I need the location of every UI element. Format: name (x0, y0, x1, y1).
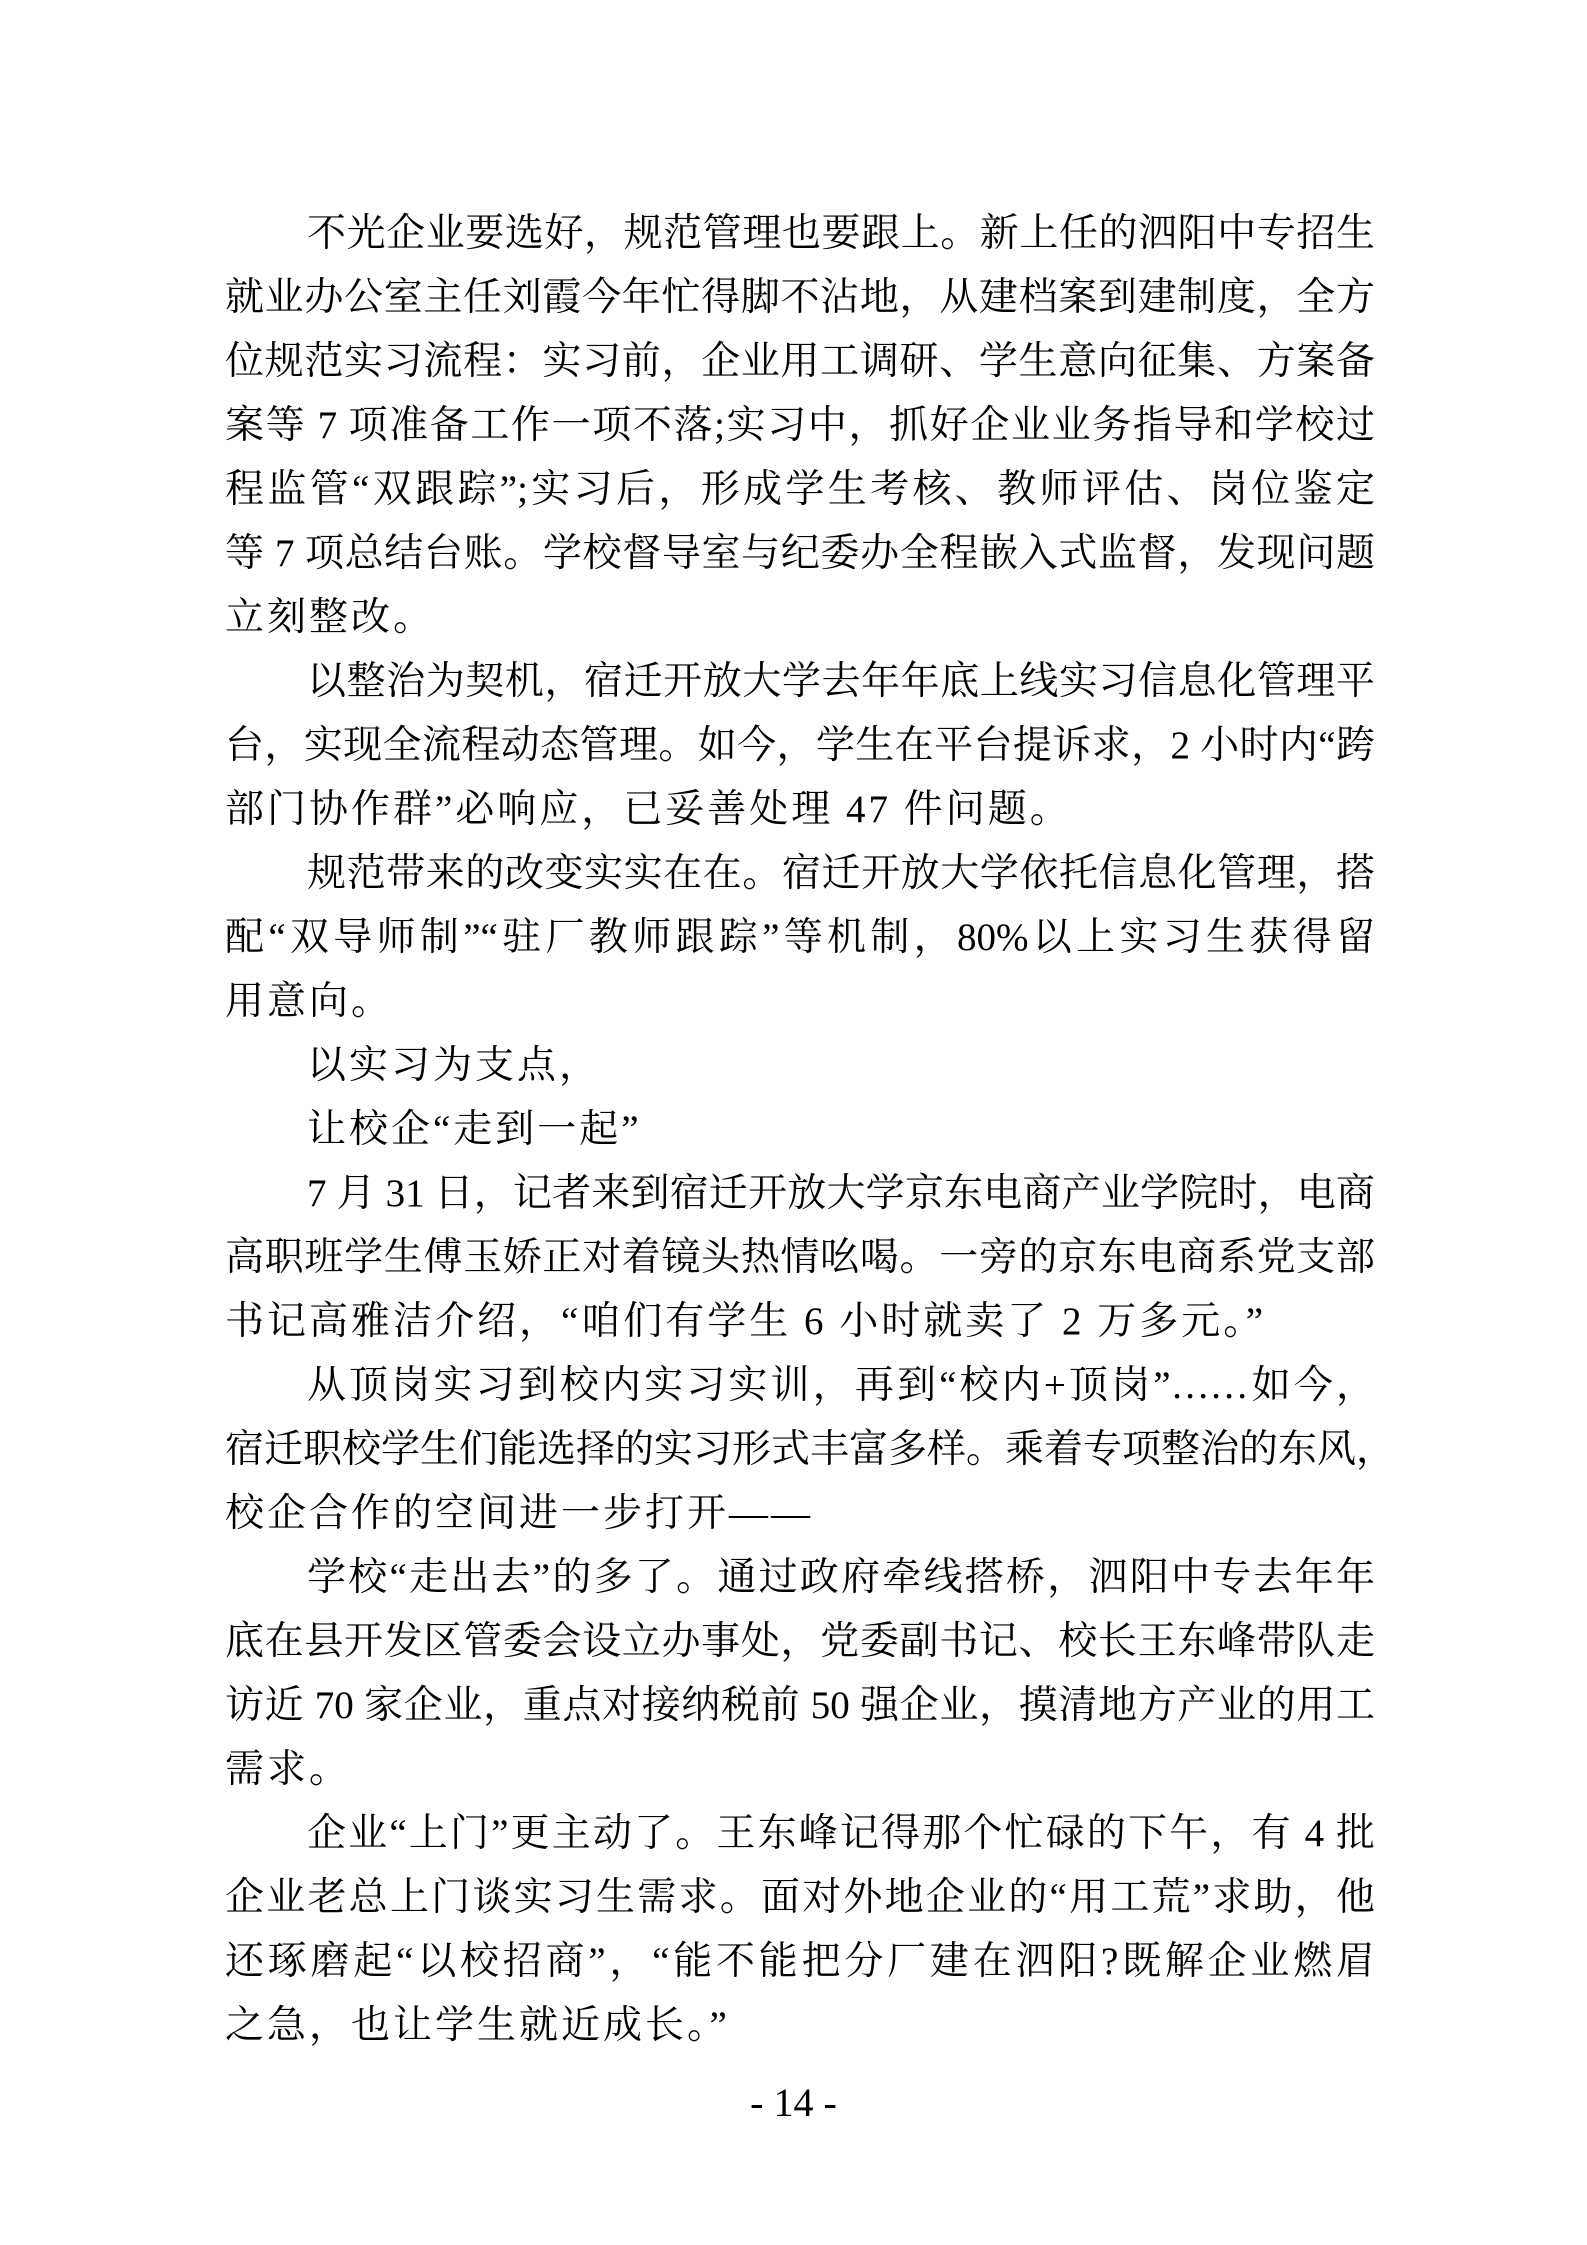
text-line: 程监管“双跟踪”;实习后，形成学生考核、教师评估、岗位鉴定 (225, 468, 1375, 511)
text-block (225, 202, 1396, 2058)
text-line: 之急，也让学生就近成长。” (225, 2004, 730, 2047)
text-line: 部门协作群”必响应，已妥善处理 47 件问题。 (225, 788, 1072, 831)
text-line: 配“双导师制”“驻厂教师跟踪”等机制，80%以上实习生获得留 (225, 916, 1375, 959)
text-line: 等 7 项总结台账。学校督导室与纪委办全程嵌入式监督，发现问题 (225, 532, 1375, 575)
text-line: 台，实现全流程动态管理。如今，学生在平台提诉求，2 小时内“跨 (225, 724, 1375, 767)
text-line: 高职班学生傅玉娇正对着镜头热情吆喝。一旁的京东电商系党支部 (225, 1236, 1375, 1279)
text-line: 位规范实习流程：实习前，企业用工调研、学生意向征集、方案备 (225, 340, 1375, 383)
text-line: 底在县开发区管委会设立办事处，党委副书记、校长王东峰带队走 (225, 1620, 1375, 1663)
text-line: 企业老总上门谈实习生需求。面对外地企业的“用工荒”求助，他 (225, 1876, 1375, 1919)
text-line: 从顶岗实习到校内实习实训，再到“校内+顶岗”……如今， (307, 1364, 1375, 1407)
text-line: 学校“走出去”的多了。通过政府牵线搭桥，泗阳中专去年年 (307, 1556, 1375, 1599)
text-line: 以整治为契机，宿迁开放大学去年年底上线实习信息化管理平 (307, 660, 1375, 703)
text-line: 就业办公室主任刘霞今年忙得脚不沾地，从建档案到建制度，全方 (225, 276, 1375, 319)
text-line: 还琢磨起“以校招商”，“能不能把分厂建在泗阳?既解企业燃眉 (225, 1940, 1375, 1983)
text-line: 让校企“走到一起” (307, 1108, 642, 1151)
text-line: 立刻整改。 (225, 596, 436, 639)
text-line: 宿迁职校学生们能选择的实习形式丰富多样。乘着专项整治的东风， (225, 1428, 1396, 1471)
text-line: 案等 7 项准备工作一项不落;实习中，抓好企业业务指导和学校过 (225, 404, 1375, 447)
text-line: 用意向。 (225, 980, 394, 1023)
text-line: 不光企业要选好，规范管理也要跟上。新上任的泗阳中专招生 (307, 212, 1375, 255)
text-line: 需求。 (225, 1748, 352, 1791)
text-line: 以实习为支点， (307, 1044, 602, 1087)
text-line: 校企合作的空间进一步打开—— (225, 1492, 814, 1535)
text-line: 书记高雅洁介绍，“咱们有学生 6 小时就卖了 2 万多元。” (225, 1300, 1267, 1343)
text-line: 企业“上门”更主动了。王东峰记得那个忙碌的下午，有 4 批 (307, 1812, 1375, 1855)
text-line: 访近 70 家企业，重点对接纳税前 50 强企业，摸清地方产业的用工 (225, 1684, 1375, 1727)
text-line: 7 月 31 日，记者来到宿迁开放大学京东电商产业学院时，电商 (307, 1172, 1375, 1215)
page-number: - 14 - (750, 2080, 837, 2125)
text-line: 规范带来的改变实实在在。宿迁开放大学依托信息化管理，搭 (307, 852, 1375, 895)
